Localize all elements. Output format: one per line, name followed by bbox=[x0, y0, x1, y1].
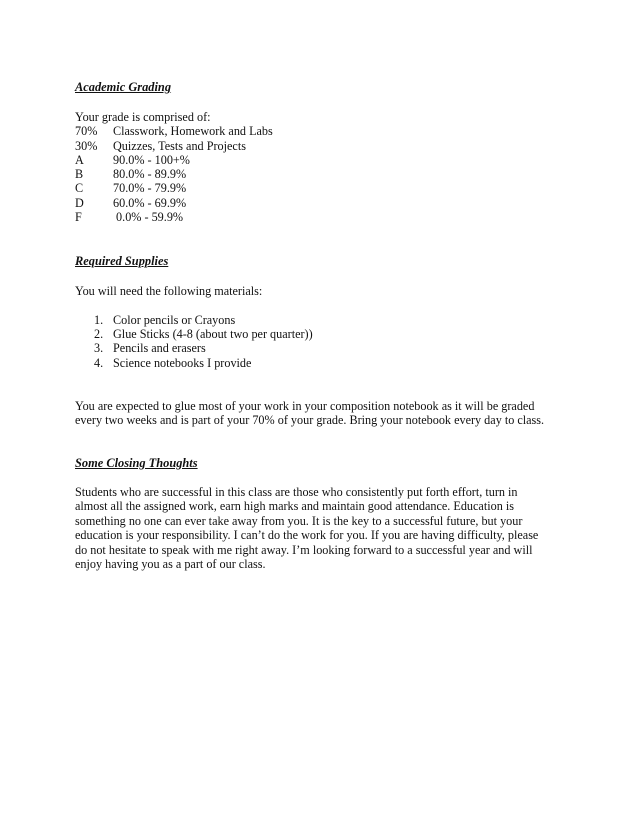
grade-range: 80.0% - 89.9% bbox=[113, 167, 187, 181]
paragraph-line: education is your responsibility. I can’t do the work for you. If you are having difficulty, please bbox=[75, 528, 539, 543]
paragraph-line: almost all the assigned work, earn high marks and maintain good attendance. Education is bbox=[75, 499, 514, 514]
list-text: Science notebooks I provide bbox=[113, 356, 252, 370]
weight-percent: 30% bbox=[75, 139, 98, 153]
grade-letter: B bbox=[75, 167, 84, 181]
grade-range: 0.0% - 59.9% bbox=[113, 210, 184, 224]
list-number: 3. bbox=[94, 341, 104, 355]
weight-label: Classwork, Homework and Labs bbox=[113, 124, 273, 138]
list-number: 1. bbox=[94, 313, 104, 327]
paragraph-line: Students who are successful in this class are those who consistently put forth effort, turn in bbox=[75, 485, 518, 499]
grade-range: 90.0% - 100+% bbox=[113, 153, 190, 167]
notebook-paragraph bbox=[75, 399, 575, 428]
list-text: Glue Sticks (4-8 (about two per quarter)) bbox=[113, 327, 313, 341]
grade-letter: D bbox=[75, 196, 84, 210]
list-text: Pencils and erasers bbox=[113, 341, 206, 355]
paragraph-line: do not hesitate to speak with me right away. I’m looking forward to a successful year and will bbox=[75, 542, 533, 557]
grade-letter: C bbox=[75, 181, 84, 195]
paragraph-line: something no one can ever take away from you. It is the key to a successful future, but your bbox=[75, 513, 523, 528]
closing-paragraph bbox=[75, 485, 575, 571]
weight-label: Quizzes, Tests and Projects bbox=[113, 139, 246, 153]
paragraph-line: every two weeks and is part of your 70% of your grade. Bring your notebook every day to class. bbox=[75, 413, 545, 428]
paragraph-line: You are expected to glue most of your work in your composition notebook as it will be graded bbox=[75, 399, 535, 413]
grade-letter: A bbox=[75, 153, 84, 167]
list-number: 2. bbox=[94, 327, 104, 341]
list-text: Color pencils or Crayons bbox=[113, 313, 236, 327]
paragraph-line: enjoy having you as a part of our class. bbox=[75, 557, 266, 572]
grade-range: 70.0% - 79.9% bbox=[113, 181, 187, 195]
grade-range: 60.0% - 69.9% bbox=[113, 196, 187, 210]
closing-thoughts-heading: Some Closing Thoughts bbox=[75, 456, 198, 470]
supplies-intro: You will need the following materials: bbox=[75, 284, 263, 298]
grade-letter: F bbox=[75, 210, 82, 224]
required-supplies-heading: Required Supplies bbox=[75, 254, 169, 268]
academic-grading-heading: Academic Grading bbox=[75, 80, 172, 94]
grade-intro: Your grade is comprised of: bbox=[75, 110, 211, 124]
list-number: 4. bbox=[94, 356, 104, 370]
weight-percent: 70% bbox=[75, 124, 98, 138]
